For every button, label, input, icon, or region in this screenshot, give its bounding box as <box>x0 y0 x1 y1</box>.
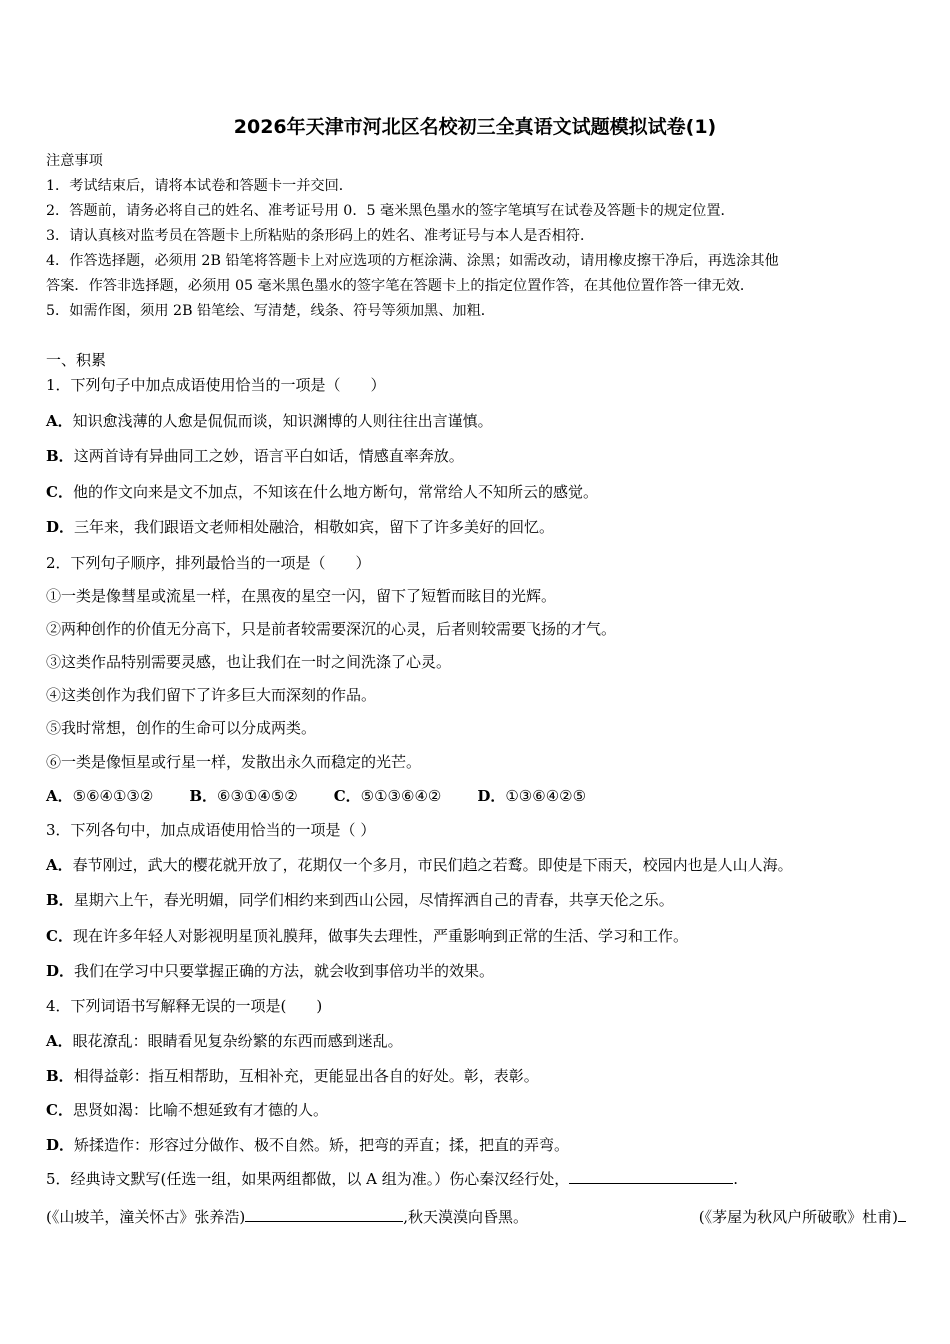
question-2-sentence: ②两种创作的价值无分高下，只是前者较需要深沉的心灵，后者则较需要飞扬的才气。 <box>46 620 617 638</box>
option-letter: A． <box>46 412 73 430</box>
question-3-option-a <box>46 855 793 875</box>
notice-heading: 注意事项 <box>46 153 103 169</box>
poem-line-fragment: ,秋天漠漠向昏黑。 <box>403 1208 528 1226</box>
notice-item: 3．请认真核对监考员在答题卡上所粘贴的条形码上的姓名、准考证号与本人是否相符． <box>46 228 595 244</box>
notice-item: 答案．作答非选择题，必须用 05 毫米黑色墨水的签字笔在答题卡上的指定位置作答，在其他位置作答一律无效． <box>46 278 755 294</box>
option-letter: B． <box>46 447 74 465</box>
poem-source-1: (《山坡羊，潼关怀古》张养浩) <box>46 1208 246 1226</box>
option-text: 三年来，我们跟语文老师相处融洽，相敬如宾，留下了许多美好的回忆。 <box>74 518 555 536</box>
notice-item: 2．答题前，请务必将自己的姓名、准考证号用 0．5 毫米黑色墨水的签字笔填写在试卷及答题卡的规定位置． <box>46 203 735 219</box>
question-2-option-a: A．⑤⑥④①③② <box>46 787 154 805</box>
answer-blank[interactable] <box>898 1207 906 1222</box>
question-2-option-b: B．⑥③①④⑤② <box>189 787 298 805</box>
question-2-sentence: ⑤我时常想，创作的生命可以分成两类。 <box>46 719 317 737</box>
option-letter: D． <box>46 962 75 980</box>
question-2-sentence: ④这类创作为我们留下了许多巨大而深刻的作品。 <box>46 686 377 704</box>
notice-item: 1．考试结束后，请将本试卷和答题卡一并交回． <box>46 178 353 194</box>
option-text: 知识愈浅薄的人愈是侃侃而谈，知识渊博的人则往往出言谨慎。 <box>72 412 493 430</box>
question-1-option-a <box>46 411 493 431</box>
notice-item: 5．如需作图，须用 2B 铅笔绘、写清楚，线条、符号等须加黑、加粗． <box>46 303 495 319</box>
question-4-stem: 4．下列词语书写解释无误的一项是( ) <box>46 997 323 1015</box>
question-1-option-c <box>46 482 598 502</box>
question-2-stem: 2．下列句子顺序，排列最恰当的一项是（ ） <box>46 554 371 572</box>
option-letter: C． <box>46 927 73 945</box>
option-letter: C． <box>46 1101 73 1119</box>
poem-source-2: (《茅屋为秋风户所破歌》杜甫) <box>698 1208 898 1226</box>
page-title: 2026年天津市河北区名校初三全真语文试题模拟试卷(1) <box>233 116 717 138</box>
question-5-stem-text: 5．经典诗文默写(任选一组，如果两组都做，以 A 组为准。）伤心秦汉经行处， <box>46 1170 570 1188</box>
question-5-stem-end: . <box>733 1170 739 1188</box>
section-heading: 一、积累 <box>46 351 107 369</box>
question-2-sentence: ①一类是像彗星或流星一样，在黑夜的星空一闪，留下了短暂而眩目的光辉。 <box>46 587 557 605</box>
option-text: 这两首诗有异曲同工之妙，语言平白如话，情感直率奔放。 <box>73 447 464 465</box>
notice-item: 4．作答选择题，必须用 2B 铅笔将答题卡上对应选项的方框涂满、涂黑；如需改动，请用橡皮擦干净后，再选涂其他 <box>46 253 779 269</box>
option-text: 我们在学习中只要掌握正确的方法，就会收到事倍功半的效果。 <box>74 962 495 980</box>
answer-blank[interactable] <box>245 1207 403 1222</box>
question-5-stem <box>46 1169 738 1189</box>
question-2-option-d: D．①③⑥④②⑤ <box>477 787 587 805</box>
question-3-option-b <box>46 890 674 910</box>
question-2-option-c: C．⑤①③⑥④② <box>333 787 442 805</box>
question-2-sentence: ③这类作品特别需要灵感，也让我们在一时之间洗涤了心灵。 <box>46 653 452 671</box>
option-letter: B． <box>46 891 74 909</box>
option-letter: A． <box>46 856 73 874</box>
question-4-option-c <box>46 1100 328 1120</box>
option-text: 星期六上午，春光明媚，同学们相约来到西山公园，尽情挥洒自己的青春，共享天伦之乐。 <box>73 891 674 909</box>
question-5-line-2-right <box>699 1207 906 1227</box>
question-1-stem: 1．下列句子中加点成语使用恰当的一项是（ ） <box>46 376 386 394</box>
option-text: 眼花潦乱：眼睛看见复杂纷繁的东西而感到迷乱。 <box>72 1032 403 1050</box>
option-text: 他的作文向来是文不加点，不知该在什么地方断句，常常给人不知所云的感觉。 <box>72 483 598 501</box>
option-text: 春节刚过，武大的樱花就开放了，花期仅一个多月，市民们趋之若鹜。即使是下雨天，校园内也是人山人海。 <box>72 856 793 874</box>
option-text: 现在许多年轻人对影视明星顶礼膜拜，做事失去理性，严重影响到正常的生活、学习和工作。 <box>72 927 688 945</box>
question-1-option-b <box>46 446 464 466</box>
question-3-option-d <box>46 961 494 981</box>
option-letter: D． <box>46 518 75 536</box>
option-letter: A． <box>46 1032 73 1050</box>
option-letter: C． <box>46 483 73 501</box>
option-text: 矫揉造作：形容过分做作、极不自然。矫，把弯的弄直；揉，把直的弄弯。 <box>74 1136 570 1154</box>
question-4-option-b <box>46 1066 539 1086</box>
question-2-options <box>46 786 622 806</box>
question-3-stem: 3．下列各句中，加点成语使用恰当的一项是（ ） <box>46 821 376 839</box>
question-4-option-d <box>46 1135 569 1155</box>
question-5-line-2 <box>46 1207 528 1227</box>
option-text: 思贤如渴：比喻不想延致有才德的人。 <box>72 1101 328 1119</box>
answer-blank[interactable] <box>569 1169 733 1184</box>
question-2-sentence: ⑥一类是像恒星或行星一样，发散出永久而稳定的光芒。 <box>46 753 422 771</box>
question-4-option-a <box>46 1031 403 1051</box>
question-3-option-c <box>46 926 688 946</box>
question-1-option-d <box>46 517 554 537</box>
option-letter: D． <box>46 1136 75 1154</box>
option-letter: B． <box>46 1067 74 1085</box>
option-text: 相得益彰：指互相帮助，互相补充，更能显出各自的好处。彰，表彰。 <box>73 1067 539 1085</box>
